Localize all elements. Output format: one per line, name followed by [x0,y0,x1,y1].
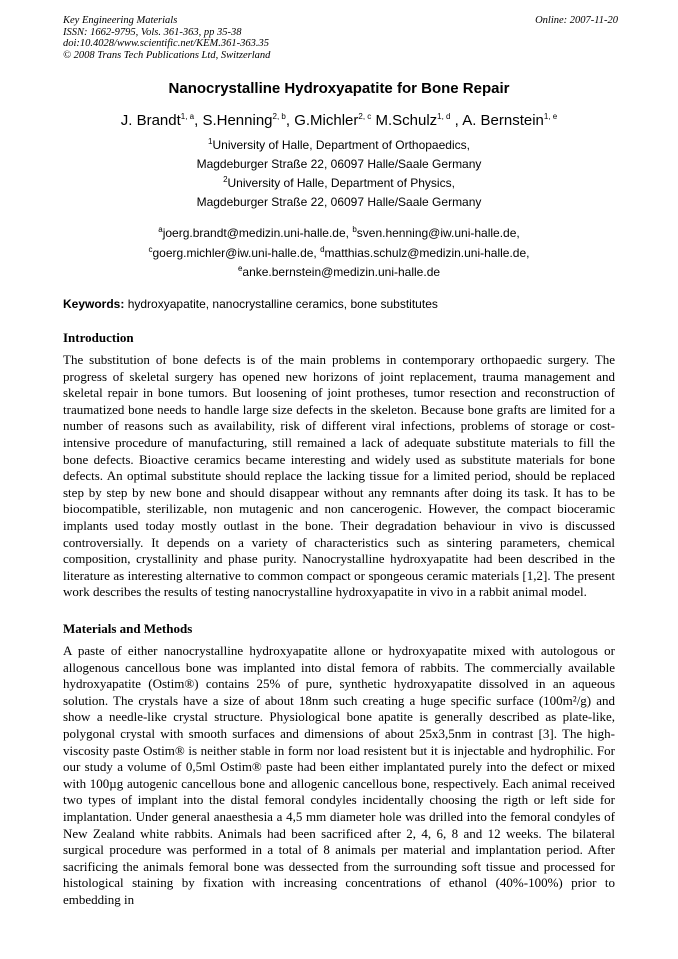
email-address[interactable]: joerg.brandt@medizin.uni-halle.de, [162,226,349,240]
author-affiliation-mark: 2, b [272,112,286,121]
author-name: J. Brandt [120,112,181,129]
author-name: M.Schulz [375,112,438,129]
email-mark: c [148,244,153,254]
introduction-body: The substitution of bone defects is of the main problems in contemporary orthopaedic surgery. The progress of skeletal surgery has opened new horizons of joint replacement, trauma management and skeletal repair in bone tumors. But loosening of joint protheses, tumor resection and reconstruction of traumatized bone needs to handle large size defects in the skeleton. Because bone grafts are limited for a number of reasons such as availability, risk of different viral infections, problems of storage or cost-intensive procedure of manufacturing, still remained a lack of adequate substitute materials to fill the bone defects. Bioactive ceramics became interesting and widely used as substitute materials for bone defects. An optimal substitute should replace the lacking tissue for a limited period, should be replaced step by step by new bone and should disappear without any remnants after doing its task. It has to be biocompatible, sterilizable, non mutagenic and non cancerogenic. However, the compact bioceramic implants used today mostly outlast in the bone. Their degradation behaviour in vivo is discussed controversially. It depends on a variety of characteristics such as sintering parameters, chemical composition, crystallinity and phase purity. Nanocrystalline hydroxyapatite had been described in the literature as interesting alternative to common compact or spongeous ceramic materials [1,2]. The present work describes the results of testing nanocrystalline hydroxyapatite in vivo in a rabbit animal model. [63,352,615,600]
email-line [0,263,678,283]
author-name: S.Henning [202,112,273,129]
affiliation-text: University of Halle, Department of Physics, [227,176,455,190]
affiliation-text: University of Halle, Department of Orthopaedics, [212,138,470,152]
introduction-heading: Introduction [63,330,134,345]
doi-line: doi:10.4028/www.scientific.net/KEM.361-363.35 [63,38,269,49]
author-affiliation-mark: 1, a [180,112,195,121]
email-address[interactable]: goerg.michler@iw.uni-halle.de, [152,245,317,260]
methods-heading: Materials and Methods [63,621,193,636]
paper-title: Nanocrystalline Hydroxyapatite for Bone Repair [168,80,510,97]
email-address[interactable]: matthias.schulz@medizin.uni-halle.de, [324,245,530,260]
email-mark: a [158,225,163,234]
email-mark: b [352,225,357,234]
journal-header [63,15,618,61]
keywords-text: hydroxyapatite, nanocrystalline ceramics, bone substitutes [127,297,438,311]
affiliation-line [0,174,678,193]
affiliation-address: Magdeburger Straße 22, 06097 Halle/Saale Germany [196,195,482,209]
online-date: Online: 2007-11-20 [535,15,618,26]
email-line [0,224,678,244]
email-line [0,244,678,264]
author-affiliation-mark: 2, c [358,112,372,121]
affiliations [0,136,678,212]
journal-name: Key Engineering Materials [63,15,178,26]
email-address[interactable]: anke.bernstein@medizin.uni-halle.de [242,265,441,279]
copyright-line: © 2008 Trans Tech Publications Ltd, Switzerland [63,49,271,61]
keywords-label: Keywords: [63,297,125,311]
author-list: J. Brandt$^{1, a}$, S.Henning$^{2, b}$, G.Michler$^{2, c}$ M.Schulz$^{1, d}$ , A. Bernstein$^{1, e}$ [120,112,558,129]
methods-body: A paste of either nanocrystalline hydroxyapatite allone or hydroxyapatite mixed with autologous or allogenous cancellous bone was implanted into distal femora of rabbits. The commercially available hydroxyapatite (Ostim®) contains 25% of pure, synthetic hydroxyapatite dissolved in an aqueous solution. The crystals have a size of about 18nm such creating a huge specific surface (100m²/g) and show a needle-like crystal structure. Physiological bone apatite is generally described as plate-like, polygonal crystal with smooth surfaces and dimensions of about 25x3,5nm in contrast [3]. The high-viscosity paste Ostim® is neither stable in form nor load resistent but it is injectable and hydrophilic. For our study a volume of 0,5ml Ostim® paste had been either implantated purely into the defect or mixed with 100µg autogenic cancellous bone and allogenic cancellous bone, respectively. Each animal received two types of implant into the distal femoral condyles incidentally choosing the rigth or left side for implantation. Under general anaesthesia a 4,5 mm diameter hole was drilled into the femoral condyles of New Zealand white rabbits. Animals had been sacrificed after 2, 4, 6, 8 and 12 weeks. The bilateral surgical procedure was performed in a total of 8 animals per material and implantation period. After sacrificing the animals femoral bone was dessected from the surrounding soft tissue and processed for histological staining by fixation with increasing concentrations of ethanol (40%-100%) prior to embedding in [63,643,615,907]
email-address[interactable]: sven.henning@iw.uni-halle.de, [356,226,520,240]
keywords [63,297,618,311]
affiliation-mark: 1 [208,137,213,146]
affiliation-line [0,136,678,155]
author-name: G.Michler [294,112,359,129]
affiliation-address: Magdeburger Straße 22, 06097 Halle/Saale Germany [196,157,482,171]
affiliation-mark: 2 [223,175,228,184]
email-list [0,224,678,283]
email-mark: e [237,264,243,273]
author-name: A. Bernstein [462,112,544,129]
email-mark: d [320,244,325,254]
author-affiliation-mark: 1, d [437,112,451,121]
author-affiliation-mark: 1, e [543,112,558,121]
issn-line: ISSN: 1662-9795, Vols. 361-363, pp 35-38 [63,26,242,38]
